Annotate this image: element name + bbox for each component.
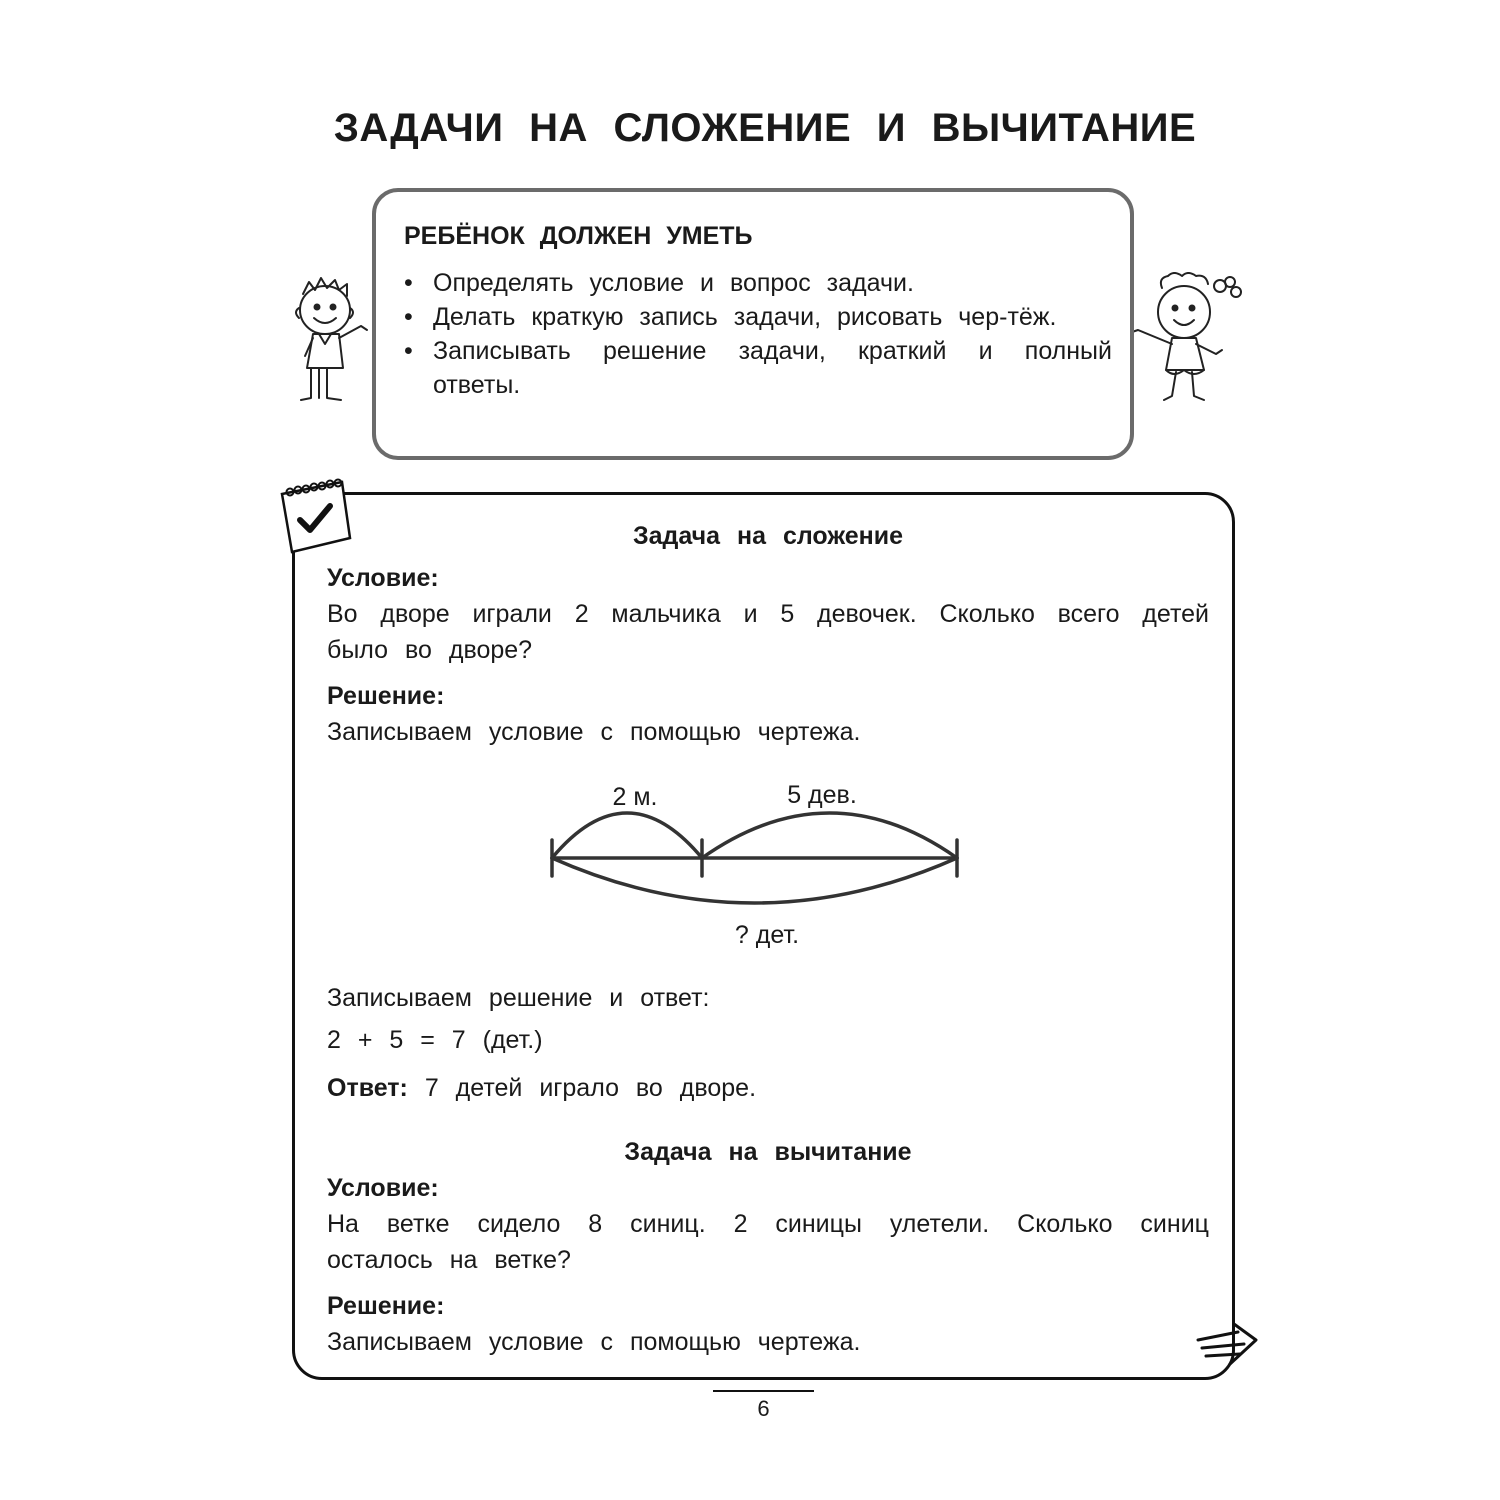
addition-segment-diagram	[540, 770, 970, 950]
page-title: ЗАДАЧИ НА СЛОЖЕНИЕ И ВЫЧИТАНИЕ	[333, 106, 1197, 150]
segment-2-label: 5 дев.	[787, 781, 857, 809]
page-number: 6	[713, 1390, 814, 1422]
skills-heading: РЕБЁНОК ДОЛЖЕН УМЕТЬ	[404, 222, 753, 250]
addition-solution-label: Решение:	[327, 682, 445, 710]
segment-1-arc	[552, 813, 702, 858]
girl-illustration	[1128, 272, 1248, 414]
subtraction-condition-label: Условие:	[327, 1174, 439, 1202]
addition-record-text: Записываем решение и ответ:	[327, 984, 710, 1012]
segment-2-arc	[702, 813, 957, 858]
addition-solution-text: Записываем условие с помощью чертежа.	[327, 718, 861, 746]
subtraction-heading: Задача на вычитание	[624, 1138, 912, 1166]
answer-text: 7 детей играло во дворе.	[424, 1074, 757, 1102]
subtraction-solution-text: Записываем условие с помощью чертежа.	[327, 1328, 861, 1356]
addition-answer	[327, 1070, 1209, 1106]
page-turn-arrow-icon	[1194, 1318, 1264, 1368]
subtraction-condition-text: На ветке сидело 8 синиц. 2 синицы улетели. Сколько синиц осталось на ветке?	[327, 1210, 1209, 1274]
skill-item: • Определять условие и вопрос задачи.	[404, 266, 1112, 300]
boy-illustration	[283, 272, 383, 412]
total-arc	[552, 858, 957, 903]
skill-item: • Записывать решение задачи, краткий и полный ответы.	[404, 334, 1112, 402]
addition-condition-label: Условие:	[327, 564, 439, 592]
addition-heading: Задача на сложение	[632, 522, 904, 550]
segment-1-label: 2 м.	[612, 783, 658, 811]
skills-list	[404, 266, 1112, 402]
addition-equation: 2 + 5 = 7 (дет.)	[327, 1026, 543, 1054]
addition-condition-text: Во дворе играли 2 мальчика и 5 девочек. Сколько всего детей было во дворе?	[327, 600, 1209, 664]
skill-item: • Делать краткую запись задачи, рисовать чер-тёж.	[404, 300, 1112, 334]
total-label: ? дет.	[734, 921, 800, 949]
subtraction-solution-label: Решение:	[327, 1292, 445, 1320]
answer-label: Ответ:	[327, 1074, 408, 1102]
